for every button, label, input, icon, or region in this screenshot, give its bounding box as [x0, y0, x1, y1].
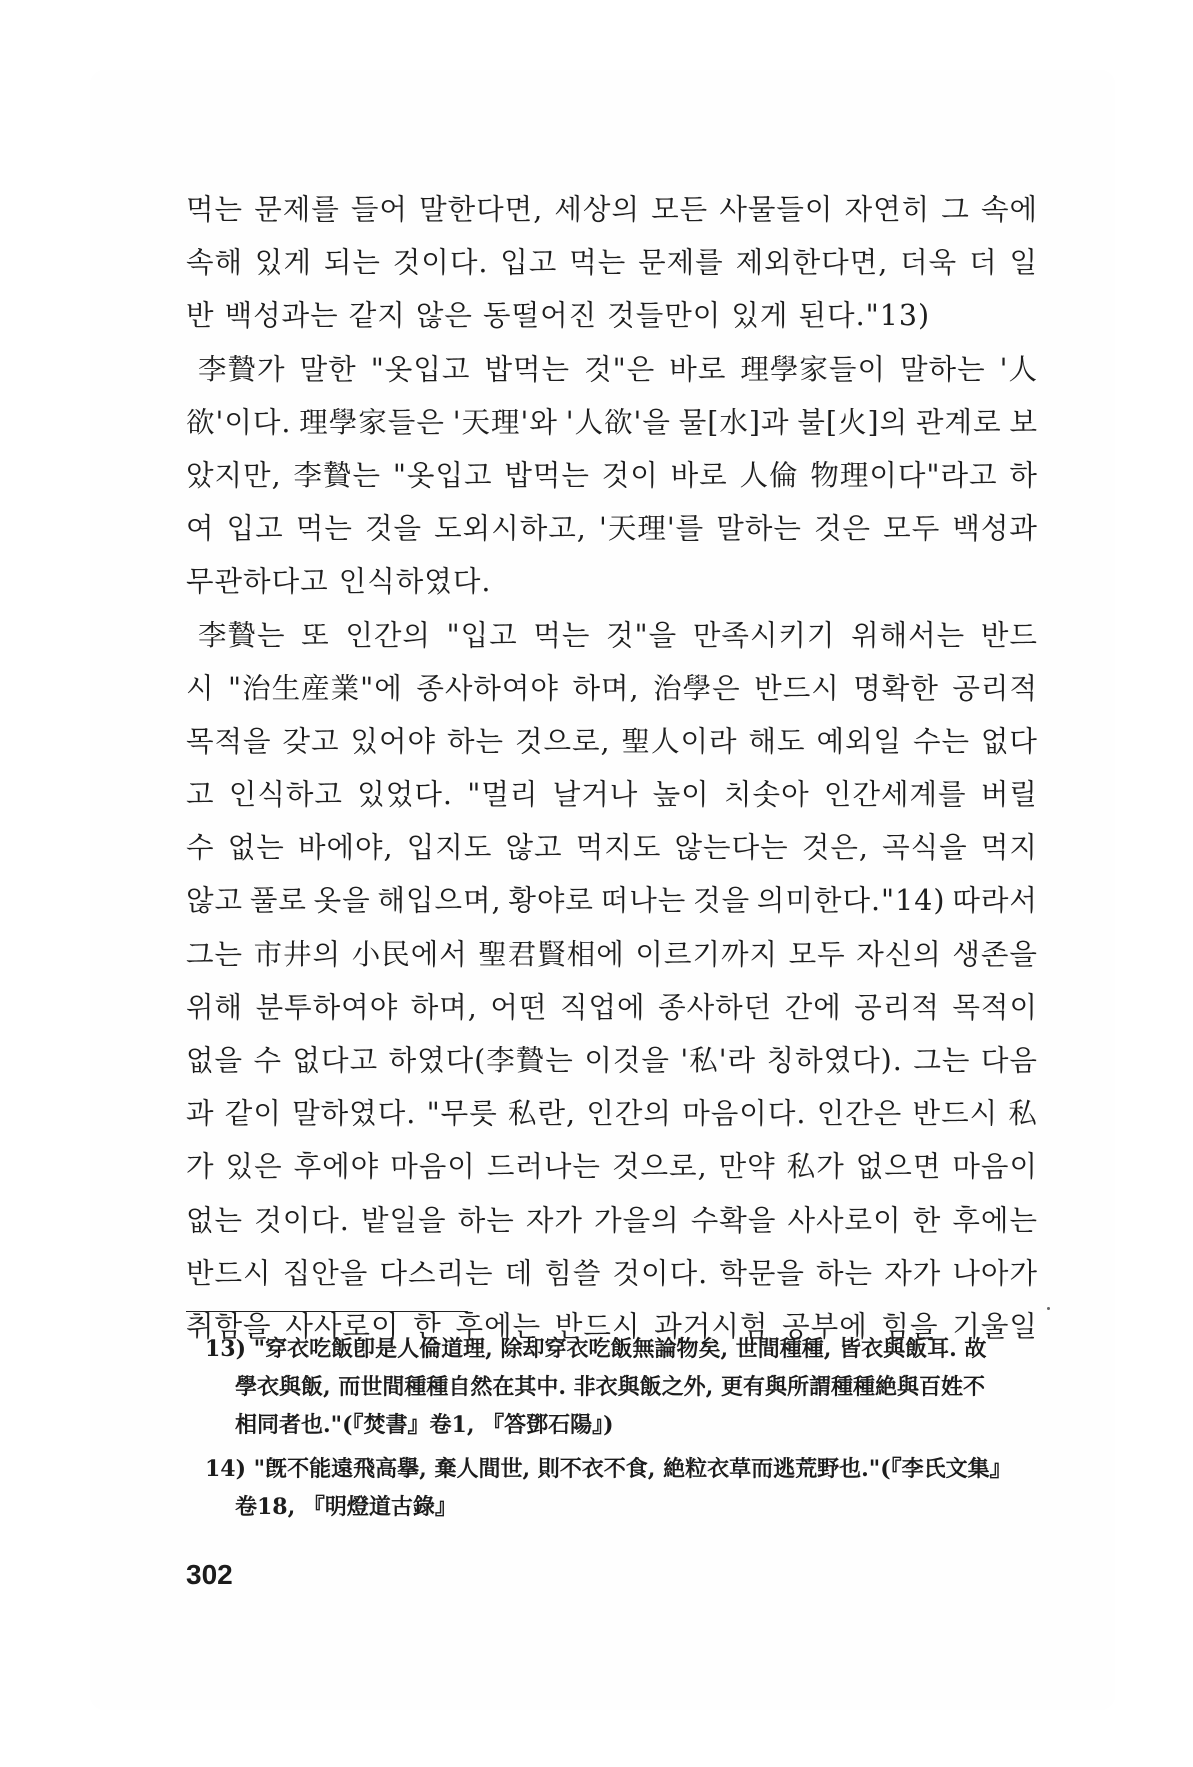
page-number: 302: [186, 1559, 233, 1590]
text-line: 李贄가 말한 "옷입고 밥먹는 것"은 바로 理學家들이 말하는 '人: [198, 352, 1038, 386]
footnotes: [205, 1330, 1041, 1526]
footnote-line: 13) "穿衣吃飯卽是人倫道理, 除却穿衣吃飯無論物矣, 世間種種, 皆衣與飯耳. 故: [205, 1336, 987, 1362]
text-line: 고 인식하고 있었다. "멀리 날거나 높이 치솟아 인간세계를 버릴: [186, 778, 1038, 812]
text-line: 먹는 문제를 들어 말한다면, 세상의 모든 사물들이 자연히 그 속에: [186, 193, 1038, 226]
text-line: 수 없는 바에야, 입지도 않고 먹지도 않는다는 것은, 곡식을 먹지: [186, 831, 1038, 865]
text-line: 과 같이 말하였다. "무릇 私란, 인간의 마음이다. 인간은 반드시 私: [186, 1097, 1038, 1131]
text-line: 없을 수 없다고 하였다(李贄는 이것을 '私'라 칭하였다). 그는 다음: [186, 1044, 1038, 1077]
footnote-divider: [186, 1311, 468, 1312]
footnote-line: 相同者也."(『焚書』卷1, 『答鄧石陽』): [235, 1412, 614, 1438]
text-line: 았지만, 李贄는 "옷입고 밥먹는 것이 바로 人倫 物理이다"라고 하: [186, 458, 1038, 492]
text-line: 속해 있게 되는 것이다. 입고 먹는 문제를 제외한다면, 더욱 더 일: [186, 246, 1038, 280]
text-line: 반 백성과는 같지 않은 동떨어진 것들만이 있게 된다."13): [186, 299, 931, 333]
text-line: 무관하다고 인식하였다.: [186, 565, 492, 599]
text-line: 취함을 사사로이 한 후에는 반드시 과거시험 공부에 힘을 기울일: [186, 1309, 1038, 1343]
speck-mark: [1047, 1307, 1050, 1310]
text-line: 欲'이다. 理學家들은 '天理'와 '人欲'을 물[水]과 불[火]의 관계로 보: [186, 405, 1038, 439]
text-line: 여 입고 먹는 것을 도외시하고, '天理'를 말하는 것은 모두 백성과: [186, 512, 1038, 546]
text-line: 위해 분투하여야 하며, 어떤 직업에 종사하던 간에 공리적 목적이: [186, 990, 1038, 1024]
text-line: 가 있은 후에야 마음이 드러나는 것으로, 만약 私가 없으면 마음이: [186, 1150, 1038, 1184]
text-line: 반드시 집안을 다스리는 데 힘쓸 것이다. 학문을 하는 자가 나아가: [186, 1256, 1038, 1290]
text-line: 李贄는 또 인간의 "입고 먹는 것"을 만족시키기 위해서는 반드: [198, 618, 1038, 652]
footnote-line: 14) "旣不能遠飛高擧, 棄人間世, 則不衣不食, 絶粒衣草而逃荒野也."(『李氏文集』: [205, 1456, 1012, 1482]
text-line: 목적을 갖고 있어야 하는 것으로, 聖人이라 해도 예외일 수는 없다: [186, 724, 1038, 758]
footnote-line: 學衣與飯, 而世間種種自然在其中. 非衣與飯之外, 更有與所謂種種絶與百姓不: [235, 1374, 985, 1400]
text-line: 없는 것이다. 밭일을 하는 자가 가을의 수확을 사사로이 한 후에는: [186, 1203, 1038, 1237]
text-line: 그는 市井의 小民에서 聖君賢相에 이르기까지 모두 자신의 생존을: [186, 937, 1038, 971]
text-line: 않고 풀로 옷을 해입으며, 황야로 떠나는 것을 의미한다."14) 따라서: [186, 884, 1038, 918]
text-line: 시 "治生産業"에 종사하여야 하며, 治學은 반드시 명확한 공리적: [186, 671, 1038, 705]
body-text: [186, 183, 1038, 1353]
footnote-line: 卷18, 『明燈道古錄』: [235, 1494, 457, 1520]
